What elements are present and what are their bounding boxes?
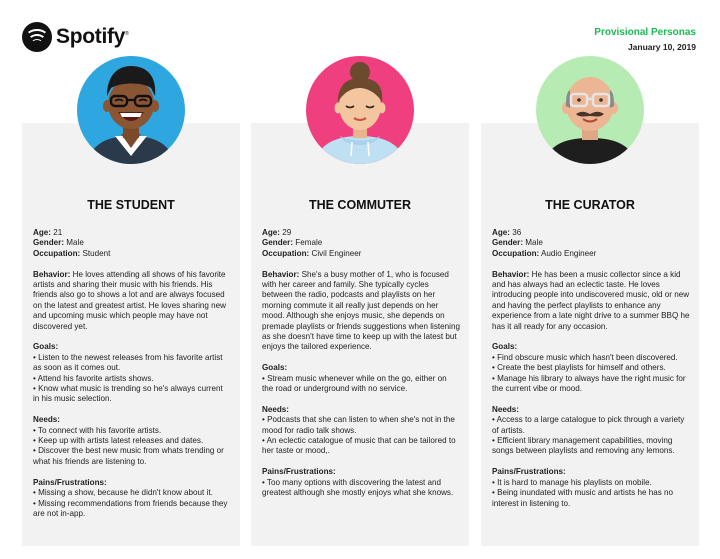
document-header xyxy=(594,27,696,52)
need-item: • An eclectic catalogue of music that can be tailored to her taste or mood,. xyxy=(262,436,456,456)
behavior-section xyxy=(33,270,231,332)
goal-item: • Stream music whenever while on the go, either on the road or underground with no service. xyxy=(262,373,447,394)
need-item: • Discover the best new music from whats trending or what his friends are listening to. xyxy=(33,446,224,466)
age-label: Age: xyxy=(33,228,51,237)
gender-value: Male xyxy=(66,238,84,248)
goals-label: Goals: xyxy=(262,363,288,373)
needs-section xyxy=(492,405,690,457)
pain-item: • Missing recommendations from friends because they are not in-app. xyxy=(33,498,228,518)
pain-item: • Missing a show, because he didn't know about it. xyxy=(33,488,213,498)
need-item: • Podcasts that she can listen to when she's not in the mood for radio talk shows. xyxy=(262,415,455,435)
spotify-logo xyxy=(22,22,128,52)
age-row xyxy=(33,228,231,238)
age-row xyxy=(262,228,460,238)
spotify-wordmark xyxy=(56,25,128,49)
registered-mark: ® xyxy=(125,31,129,37)
occupation-label: Occupation: xyxy=(262,248,310,258)
behavior-section xyxy=(492,270,690,332)
need-item: • Keep up with artists latest releases and dates. xyxy=(33,436,204,446)
persona-title: THE STUDENT xyxy=(87,198,175,212)
document-date: January 10, 2019 xyxy=(627,42,696,52)
goal-item: • Find obscure music which hasn't been discovered. xyxy=(492,352,678,362)
gender-row xyxy=(262,238,460,248)
goal-item: • Create the best playlists for himself and others. xyxy=(492,363,666,373)
goals-section xyxy=(262,363,460,394)
gender-value: Female xyxy=(295,238,323,248)
persona-details-commuter xyxy=(262,228,460,499)
goals-label: Goals: xyxy=(492,342,518,352)
pains-section xyxy=(33,478,231,520)
goal-item: • Listen to the newest releases from his favorite artist as soon as it comes out. xyxy=(33,352,223,373)
age-label: Age: xyxy=(262,228,280,237)
commuter-avatar xyxy=(306,56,414,164)
gender-value: Male xyxy=(525,238,543,248)
behavior-section xyxy=(262,270,460,353)
goals-section xyxy=(492,342,690,394)
behavior-label: Behavior: xyxy=(33,269,71,279)
behavior-text: She's a busy mother of 1, who is focused with her career and family. She typically cycles between the radio, podcasts and playlists on her morning commute it all really just depends on her mood. Although she enjoys music, she depends on premade playlists or friends suggestions when listening as she doesn't have time to keep up with the latest but enjoys the tailored experience. xyxy=(262,269,460,352)
behavior-label: Behavior: xyxy=(492,269,530,279)
behavior-label: Behavior: xyxy=(262,269,300,279)
needs-label: Needs: xyxy=(492,404,519,414)
persona-title: THE COMMUTER xyxy=(308,198,412,212)
persona-details-student xyxy=(33,228,231,519)
persona-title: THE CURATOR xyxy=(545,198,635,212)
needs-label: Needs: xyxy=(33,415,60,425)
needs-label: Needs: xyxy=(262,404,289,414)
persona-details-curator xyxy=(492,228,690,509)
pains-label: Pains/Frustrations: xyxy=(262,467,336,477)
behavior-text: He loves attending all shows of his favorite artists and sharing their music with his friends. His friends also go to shows a lot and are always focused on the latest and greatest artist. He loves sharing new and upcoming music which people may have not discovered yet. xyxy=(33,269,227,331)
occupation-label: Occupation: xyxy=(492,248,540,258)
pains-section xyxy=(262,467,460,498)
need-item: • Access to a large catalogue to pick through a variety of artists. xyxy=(492,415,685,435)
pain-item: • Too many options with discovering the latest and greatest although she mostly enjoys what she knows. xyxy=(262,477,454,498)
occupation-row xyxy=(492,249,690,259)
needs-section xyxy=(262,405,460,457)
pains-label: Pains/Frustrations: xyxy=(492,467,566,477)
gender-label: Gender: xyxy=(33,238,65,248)
need-item: • Efficient library management capabilities, moving songs between playlists and removing any lemons. xyxy=(492,436,675,456)
occupation-row xyxy=(33,249,231,259)
occupation-value: Student xyxy=(82,248,111,258)
occupation-value: Audio Engineer xyxy=(541,248,597,258)
age-label: Age: xyxy=(492,228,510,237)
age-value: 21 xyxy=(53,228,63,237)
behavior-text: He has been a music collector since a kid and has always had an eclectic taste. He loves introducing people into undiscovered music, old or new and having the perfect playlists to enhance any experience from a late night drive to a summer BBQ he has it all ready for any occasion. xyxy=(492,269,690,331)
document-title: Provisional Personas xyxy=(594,27,696,38)
pains-section xyxy=(492,467,690,509)
pain-item: • Being inundated with music and artists he has no interest in listening to. xyxy=(492,488,674,508)
gender-label: Gender: xyxy=(492,238,524,248)
curator-avatar xyxy=(536,56,644,164)
occupation-value: Civil Engineer xyxy=(311,248,362,258)
needs-section xyxy=(33,415,231,467)
student-avatar xyxy=(77,56,185,164)
goals-label: Goals: xyxy=(33,342,59,352)
age-value: 29 xyxy=(282,228,292,237)
goal-item: • Know what music is trending so he's always current in his music selection. xyxy=(33,384,223,404)
pain-item: • It is hard to manage his playlists on mobile. xyxy=(492,477,652,487)
goal-item: • Attend his favorite artists shows. xyxy=(33,373,154,383)
gender-row xyxy=(33,238,231,248)
gender-label: Gender: xyxy=(262,238,294,248)
need-item: • To connect with his favorite artists. xyxy=(33,425,162,435)
occupation-label: Occupation: xyxy=(33,248,81,258)
brand-name: Spotify xyxy=(56,25,126,48)
occupation-row xyxy=(262,249,460,259)
spotify-logo-icon xyxy=(22,22,52,52)
age-row xyxy=(492,228,690,238)
pains-label: Pains/Frustrations: xyxy=(33,477,107,487)
age-value: 36 xyxy=(512,228,522,237)
goal-item: • Manage his library to always have the right music for the current vibe or mood. xyxy=(492,373,686,394)
goals-section xyxy=(33,342,231,404)
gender-row xyxy=(492,238,690,248)
